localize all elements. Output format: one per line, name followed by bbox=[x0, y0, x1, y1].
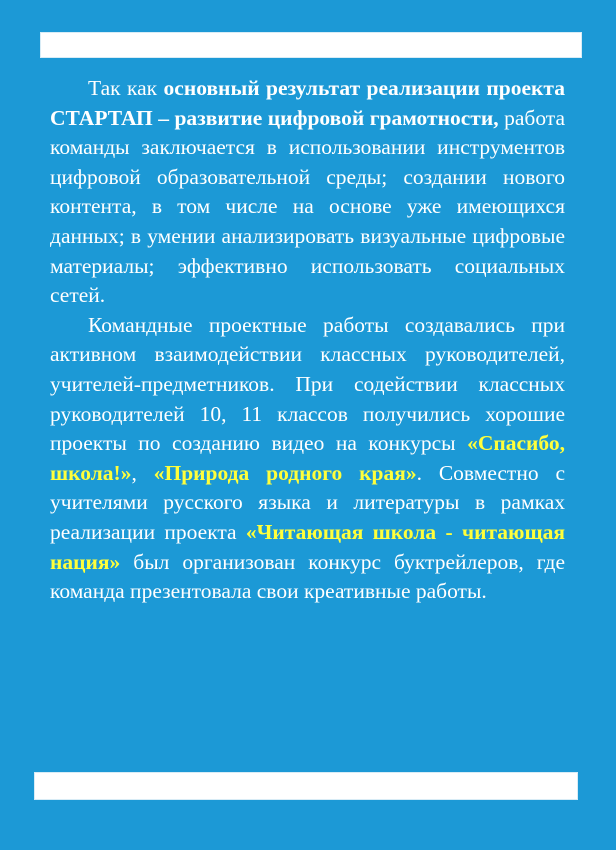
project-chitayushchaya-shkola: «Читающая школа - читающая нация» bbox=[50, 519, 565, 574]
contest-priroda-rodnogo-kraya: «Природа родного края» bbox=[153, 460, 417, 485]
contest-spasibo-shkola: «Спасибо, школа!» bbox=[50, 431, 565, 485]
p1-text-start: Так как bbox=[88, 76, 164, 100]
p2-text-3: . Совместно с учителями русского языка и литературы в рамках реализации проекта bbox=[50, 460, 566, 544]
bottom-banner-bar bbox=[34, 772, 578, 800]
paragraph-2 bbox=[50, 311, 565, 607]
p2-text-2: , bbox=[131, 460, 154, 485]
p1-bold-phrase: основный результат реализации проекта СТАРТАП – развитие цифровой грамотности, bbox=[50, 76, 566, 130]
paragraph-1 bbox=[50, 74, 565, 311]
text-block bbox=[50, 74, 565, 607]
p2-text-4: был организован конкурс буктрейлеров, где команда презентовала свои креативные работы. bbox=[50, 549, 565, 604]
p1-text-rest: работа команды заключается в использовании инструментов цифровой образовательной среды; создании нового контента, в том числе на основе уже имеющихся данных; в умении анализировать визуальные цифровые материалы; эффективно использовать социальных сетей. bbox=[50, 105, 565, 308]
p2-text-1: Командные проектные работы создавались при активном взаимодействии классных руководителей, учителей-предметников. При содействии классных руководителей 10, 11 классов получились хорошие проекты по созданию видео на конкурсы bbox=[50, 312, 565, 456]
top-banner-bar bbox=[40, 32, 582, 58]
